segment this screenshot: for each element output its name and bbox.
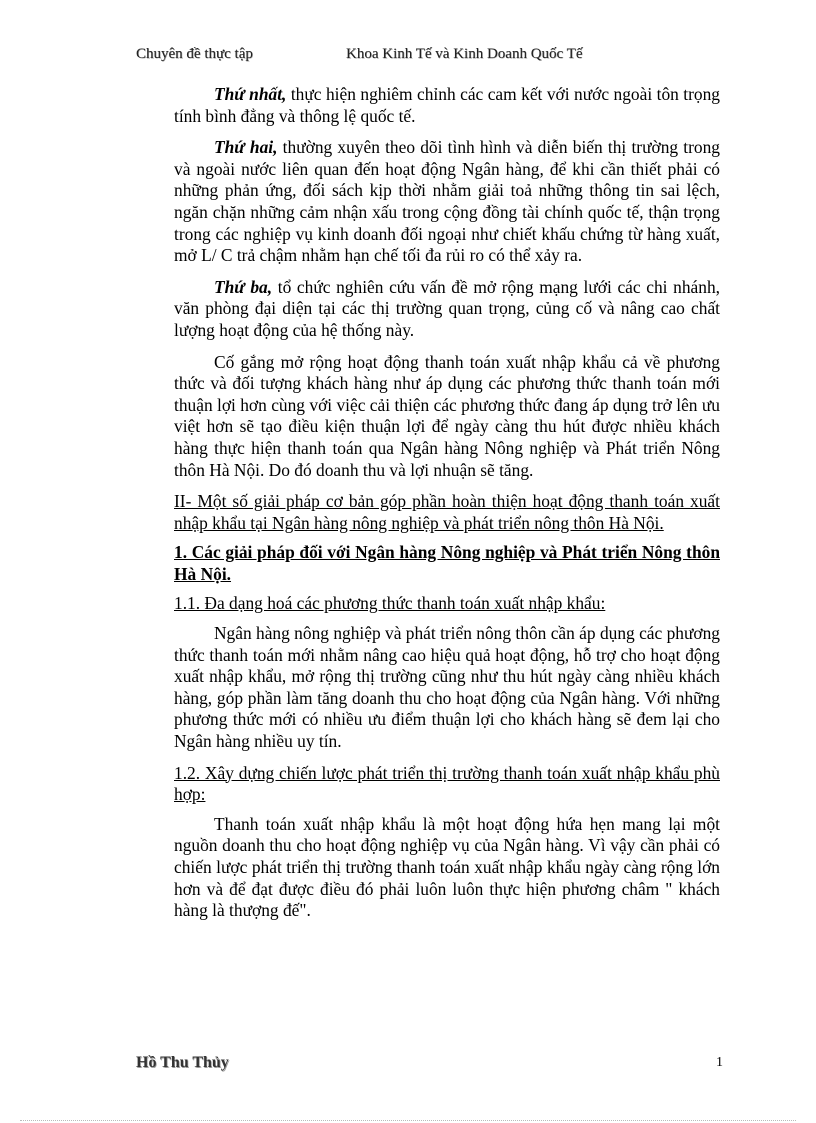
paragraph-thu-nhat — [174, 84, 720, 127]
section-1-heading: 1. Các giải pháp đối với Ngân hàng Nông nghiệp và Phát triển Nông thôn Hà Nội. — [174, 542, 720, 584]
paragraph-text: thường xuyên theo dõi tình hình và diễn biến thị trường trong và ngoài nước liên quan đến hoạt động Ngân hàng, để khi cần thiết phải có những phản ứng, đối sách kịp thời nhằm giải toả những thông tin sai lệch, ngăn chặn những cảm nhận xấu trong cộng đồng tài chính quốc tế, thận trọng trong các nghiệp vụ kinh doanh đối ngoại như chiết khấu chứng từ hàng xuất, mở L/ C trả chậm nhằm hạn chế tối đa rủi ro có thể xảy ra. — [174, 137, 720, 266]
paragraph-co-gang — [174, 352, 720, 482]
lead-thu-nhat: Thứ nhất, — [214, 84, 287, 104]
section-1-2-heading: 1.2. Xây dựng chiến lược phát triển thị trường thanh toán xuất nhập khẩu phù hợp: — [174, 762, 720, 805]
page-number: 1 — [716, 1055, 723, 1070]
footer-author: Hồ Thu Thủy — [136, 1054, 229, 1071]
section-1-1-heading: 1.1. Đa dạng hoá các phương thức thanh toán xuất nhập khẩu: — [174, 593, 606, 614]
paragraph-thu-ba — [174, 277, 720, 342]
paragraph-text: tổ chức nghiên cứu vấn đề mở rộng mạng lưới các chi nhánh, văn phòng đại diện tại các thị trường quan trọng, củng cố và nâng cao chất lượng hoạt động của hệ thống này. — [174, 276, 720, 340]
lead-thu-ba: Thứ ba, — [214, 276, 273, 297]
lead-thu-hai: Thứ hai, — [214, 137, 278, 158]
paragraph-thu-hai — [174, 137, 720, 267]
footer-divider — [20, 1120, 796, 1121]
section-ii-heading: II- Một số giải pháp cơ bản góp phần hoàn thiện hoạt động thanh toán xuất nhập khẩu tại Ngân hàng nông nghiệp và phát triển nông thôn Hà Nội. — [174, 491, 720, 533]
header-left: Chuyên đề thực tập — [136, 46, 253, 62]
paragraph-text: Cố gắng mở rộng hoạt động thanh toán xuất nhập khẩu cả về phương thức và đối tượng khách hàng như áp dụng các phương thức thanh toán mới thuận lợi hơn cùng với việc cải thiện các phương thức đang áp dụng trở lên ưu việt hơn sẽ tạo điều kiện thuận lợi để ngày càng thu hút được nhiều khách hàng thực hiện thanh toán qua Ngân hàng Nông nghiệp và Phát triển Nông thôn Hà Nội. Do đó doanh thu và lợi nhuận sẽ tăng. — [174, 351, 720, 480]
paragraph-1-2: Thanh toán xuất nhập khẩu là một hoạt động hứa hẹn mang lại một nguồn doanh thu cho hoạt động nghiệp vụ của Ngân hàng. Vì vậy cần phải có chiến lược phát triển thị trường thanh toán xuất nhập khẩu ngày càng rộng lớn hơn và để đạt được điều đó phải luôn luôn thực hiện phương châm " khách hàng là thượng đế". — [174, 813, 720, 921]
paragraph-1-1: Ngân hàng nông nghiệp và phát triển nông thôn cần áp dụng các phương thức thanh toán mới nhằm nâng cao hiệu quả hoạt động, hỗ trợ cho hoạt động xuất nhập khẩu, mở rộng thị trường cũng như thu hút ngày càng nhiều khách hàng, góp phần làm tăng doanh thu cho hoạt động của Ngân hàng. Với những phương thức mới có nhiều ưu điểm thuận lợi cho khách hàng sẽ đem lại cho Ngân hàng nhiều uy tín. — [174, 623, 720, 752]
paragraph-text: thực hiện nghiêm chỉnh các cam kết với nước ngoài tôn trọng tính bình đẳng và thông lệ quốc tế. — [174, 84, 720, 126]
header-right: Khoa Kinh Tế và Kinh Doanh Quốc Tế — [346, 46, 583, 62]
document-body — [174, 84, 720, 932]
